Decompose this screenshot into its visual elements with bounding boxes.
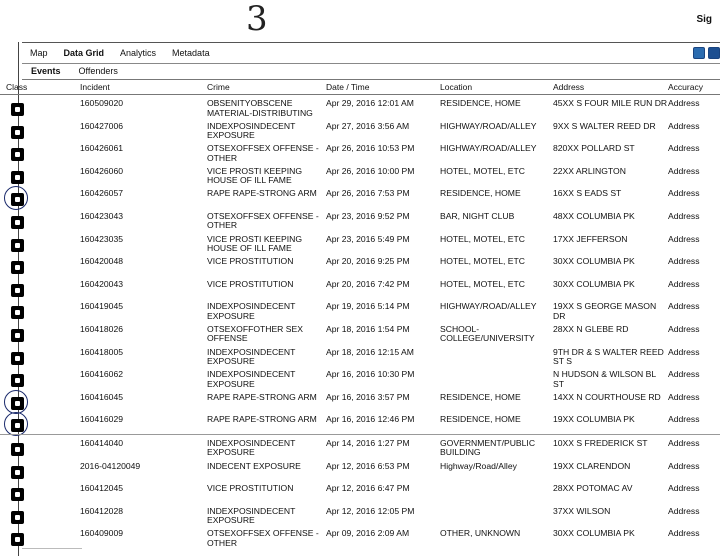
address-cell: 9XX S WALTER REED DR xyxy=(553,120,656,131)
address-cell: 820XX POLLARD ST xyxy=(553,143,635,154)
event-class-icon[interactable] xyxy=(11,103,24,116)
date-cell: Apr 16, 2016 3:57 PM xyxy=(326,391,410,402)
table-row[interactable] xyxy=(0,525,720,548)
incident-cell: 160420043 xyxy=(80,278,124,289)
table-row[interactable] xyxy=(0,231,720,254)
handwritten-circle-mark xyxy=(4,390,28,414)
accuracy-cell: Address xyxy=(668,301,700,312)
header-date-time[interactable]: Date / Time xyxy=(326,82,370,92)
event-class-icon[interactable] xyxy=(11,171,24,184)
crime-cell: OTSEXOFFOTHER SEX OFFENSE xyxy=(207,323,303,344)
crime-cell: VICE PROSTI KEEPING HOUSE OF ILL FAME xyxy=(207,165,303,186)
event-class-icon[interactable] xyxy=(11,261,24,274)
event-class-icon[interactable] xyxy=(11,284,24,297)
event-class-icon[interactable] xyxy=(11,533,24,546)
accuracy-cell: Address xyxy=(668,346,700,357)
address-cell: 22XX ARLINGTON xyxy=(553,165,626,176)
location-cell: HOTEL, MOTEL, ETC xyxy=(440,256,525,267)
event-class-icon-mark xyxy=(15,470,20,475)
incident-cell: 160412045 xyxy=(80,483,124,494)
table-row[interactable] xyxy=(0,276,720,299)
date-cell: Apr 16, 2016 12:46 PM xyxy=(326,414,415,425)
table-row[interactable] xyxy=(0,95,720,118)
tab-metadata[interactable]: Metadata xyxy=(172,48,210,58)
location-cell: HIGHWAY/ROAD/ALLEY xyxy=(440,120,537,131)
event-class-icon-mark xyxy=(15,356,20,361)
crime-cell: INDEXPOSINDECENT EXPOSURE xyxy=(207,346,296,367)
accuracy-cell: Address xyxy=(668,528,700,539)
address-cell: 19XX CLARENDON xyxy=(553,460,631,471)
accuracy-cell: Address xyxy=(668,188,700,199)
location-cell: SCHOOL-COLLEGE/UNIVERSITY xyxy=(440,323,535,344)
event-class-icon-mark xyxy=(15,152,20,157)
incident-cell: 160418026 xyxy=(80,323,124,334)
footer-divider xyxy=(22,548,82,549)
event-class-icon-mark xyxy=(15,310,20,315)
crime-cell: RAPE RAPE-STRONG ARM xyxy=(207,414,317,425)
event-class-icon-mark xyxy=(15,130,20,135)
incident-cell: 160423043 xyxy=(80,210,124,221)
incident-cell: 160409009 xyxy=(80,528,124,539)
event-class-icon[interactable] xyxy=(11,374,24,387)
crime-cell: INDECENT EXPOSURE xyxy=(207,460,301,471)
table-row[interactable] xyxy=(0,366,720,389)
event-class-icon[interactable] xyxy=(11,466,24,479)
event-class-icon[interactable] xyxy=(11,488,24,501)
address-cell: 17XX JEFFERSON xyxy=(553,233,628,244)
event-class-icon-mark xyxy=(15,378,20,383)
event-class-icon[interactable] xyxy=(11,306,24,319)
table-row[interactable] xyxy=(0,118,720,141)
crime-cell: RAPE RAPE-STRONG ARM xyxy=(207,391,317,402)
accuracy-cell: Address xyxy=(668,143,700,154)
table-row[interactable] xyxy=(0,434,720,458)
crime-cell: VICE PROSTITUTION xyxy=(207,483,294,494)
date-cell: Apr 18, 2016 1:54 PM xyxy=(326,323,410,334)
incident-cell: 160426061 xyxy=(80,143,124,154)
event-class-icon-mark xyxy=(15,492,20,497)
grid-header xyxy=(0,80,720,95)
tab-analytics[interactable]: Analytics xyxy=(120,48,157,58)
event-class-icon[interactable] xyxy=(11,126,24,139)
settings-icon[interactable] xyxy=(708,47,720,59)
address-cell: 28XX N GLEBE RD xyxy=(553,323,629,334)
accuracy-cell: Address xyxy=(668,505,700,516)
accuracy-cell: Address xyxy=(668,369,700,380)
incident-cell: 160423035 xyxy=(80,233,124,244)
location-cell: RESIDENCE, HOME xyxy=(440,414,521,425)
location-cell: RESIDENCE, HOME xyxy=(440,98,521,108)
table-row[interactable] xyxy=(0,344,720,367)
address-cell: 30XX COLUMBIA PK xyxy=(553,528,635,539)
handwritten-circle-mark xyxy=(4,412,28,436)
crime-cell: OTSEXOFFSEX OFFENSE - OTHER xyxy=(207,528,319,548)
address-cell: 45XX S FOUR MILE RUN DR xyxy=(553,98,668,108)
incident-cell: 160412028 xyxy=(80,505,124,516)
export-icon[interactable] xyxy=(693,47,705,59)
crime-cell: INDEXPOSINDECENT EXPOSURE xyxy=(207,505,296,526)
address-cell: N HUDSON & WILSON BL ST xyxy=(553,369,656,389)
incident-cell: 160426057 xyxy=(80,188,124,199)
date-cell: Apr 29, 2016 12:01 AM xyxy=(326,98,414,108)
date-cell: Apr 20, 2016 7:42 PM xyxy=(326,278,410,289)
accuracy-cell: Address xyxy=(668,165,700,176)
address-cell: 16XX S EADS ST xyxy=(553,188,622,199)
date-cell: Apr 27, 2016 3:56 AM xyxy=(326,120,410,131)
crime-cell: VICE PROSTITUTION xyxy=(207,256,294,267)
crime-cell: INDEXPOSINDECENT EXPOSURE xyxy=(207,437,296,458)
grid-body xyxy=(0,95,720,548)
event-class-icon[interactable] xyxy=(11,239,24,252)
header-crime[interactable]: Crime xyxy=(207,82,230,92)
accuracy-cell: Address xyxy=(668,120,700,131)
event-class-icon[interactable] xyxy=(11,511,24,524)
accuracy-cell: Address xyxy=(668,460,700,471)
location-cell: RESIDENCE, HOME xyxy=(440,188,521,199)
table-row[interactable] xyxy=(0,298,720,321)
crime-cell: RAPE RAPE-STRONG ARM xyxy=(207,188,317,199)
table-row[interactable] xyxy=(0,163,720,186)
incident-cell: 160420048 xyxy=(80,256,124,267)
incident-cell: 160414040 xyxy=(80,437,124,448)
date-cell: Apr 26, 2016 10:53 PM xyxy=(326,143,415,154)
date-cell: Apr 26, 2016 7:53 PM xyxy=(326,188,410,199)
accuracy-cell: Address xyxy=(668,414,700,425)
event-class-icon-mark xyxy=(15,288,20,293)
event-class-icon-mark xyxy=(15,515,20,520)
address-cell: 48XX COLUMBIA PK xyxy=(553,210,635,221)
accuracy-cell: Address xyxy=(668,278,700,289)
crime-cell: INDEXPOSINDECENT EXPOSURE xyxy=(207,301,296,321)
crime-cell: VICE PROSTI KEEPING HOUSE OF ILL FAME xyxy=(207,233,303,254)
event-class-icon[interactable] xyxy=(11,329,24,342)
date-cell: Apr 18, 2016 12:15 AM xyxy=(326,346,414,357)
crime-cell: INDEXPOSINDECENT EXPOSURE xyxy=(207,369,296,389)
date-cell: Apr 23, 2016 5:49 PM xyxy=(326,233,410,244)
incident-cell: 160416029 xyxy=(80,414,124,425)
incident-cell: 160427006 xyxy=(80,120,124,131)
address-cell: 14XX N COURTHOUSE RD xyxy=(553,391,661,402)
address-cell: 19XX S GEORGE MASON DR xyxy=(553,301,657,321)
location-cell: HOTEL, MOTEL, ETC xyxy=(440,165,525,176)
crime-cell: OTSEXOFFSEX OFFENSE - OTHER xyxy=(207,210,319,231)
corner-text: Sig xyxy=(696,14,712,25)
date-cell: Apr 26, 2016 10:00 PM xyxy=(326,165,415,176)
date-cell: Apr 12, 2016 12:05 PM xyxy=(326,505,415,516)
accuracy-cell: Address xyxy=(668,233,700,244)
location-cell: HIGHWAY/ROAD/ALLEY xyxy=(440,301,537,312)
location-cell: GOVERNMENT/PUBLIC BUILDING xyxy=(440,437,536,458)
incident-cell: 160509020 xyxy=(80,98,124,108)
address-cell: 28XX POTOMAC AV xyxy=(553,483,633,494)
address-cell: 37XX WILSON xyxy=(553,505,611,516)
event-class-icon[interactable] xyxy=(11,352,24,365)
accuracy-cell: Address xyxy=(668,483,700,494)
header-address[interactable]: Address xyxy=(553,82,585,92)
event-class-icon-mark xyxy=(15,447,20,452)
date-cell: Apr 09, 2016 2:09 AM xyxy=(326,528,410,539)
accuracy-cell: Address xyxy=(668,256,700,267)
accuracy-cell: Address xyxy=(668,323,700,334)
accuracy-cell: Address xyxy=(668,391,700,402)
crime-cell: OTSEXOFFSEX OFFENSE - OTHER xyxy=(207,143,319,163)
address-cell: 19XX COLUMBIA PK xyxy=(553,414,635,425)
table-row[interactable] xyxy=(0,253,720,276)
date-cell: Apr 20, 2016 9:25 PM xyxy=(326,256,410,267)
date-cell: Apr 23, 2016 9:52 PM xyxy=(326,210,410,221)
event-class-icon-mark xyxy=(15,220,20,225)
location-cell: HOTEL, MOTEL, ETC xyxy=(440,233,525,244)
handwritten-circle-mark xyxy=(4,186,28,210)
location-cell: RESIDENCE, HOME xyxy=(440,391,521,402)
date-cell: Apr 12, 2016 6:53 PM xyxy=(326,460,410,471)
toolbar-icons xyxy=(693,47,720,59)
table-row[interactable] xyxy=(0,321,720,344)
address-cell: 30XX COLUMBIA PK xyxy=(553,278,635,289)
tab-data-grid[interactable]: Data Grid xyxy=(63,48,105,58)
incident-cell: 160426060 xyxy=(80,165,124,176)
location-cell: HOTEL, MOTEL, ETC xyxy=(440,278,525,289)
date-cell: Apr 12, 2016 6:47 PM xyxy=(326,483,410,494)
accuracy-cell: Address xyxy=(668,437,700,448)
accuracy-cell: Address xyxy=(668,210,700,221)
event-class-icon-mark xyxy=(15,175,20,180)
table-row[interactable] xyxy=(0,389,720,412)
subtab-events[interactable]: Events xyxy=(31,66,61,76)
header-incident[interactable]: Incident xyxy=(80,82,110,92)
event-class-icon-mark xyxy=(15,107,20,112)
event-class-icon-mark xyxy=(15,537,20,542)
location-cell: Highway/Road/Alley xyxy=(440,460,517,471)
address-cell: 9TH DR & S WALTER REED ST S xyxy=(553,346,664,367)
header-class[interactable]: Class xyxy=(6,82,28,92)
subtab-offenders[interactable]: Offenders xyxy=(78,66,118,76)
date-cell: Apr 16, 2016 10:30 PM xyxy=(326,369,415,380)
incident-cell: 160419045 xyxy=(80,301,124,312)
crime-cell: INDEXPOSINDECENT EXPOSURE xyxy=(207,120,296,141)
incident-cell: 160416045 xyxy=(80,391,124,402)
table-row[interactable] xyxy=(0,480,720,503)
crime-cell: VICE PROSTITUTION xyxy=(207,278,294,289)
event-class-icon-mark xyxy=(15,333,20,338)
handwritten-page-number: 3 xyxy=(246,0,268,39)
address-cell: 10XX S FREDERICK ST xyxy=(553,437,648,448)
event-class-icon-mark xyxy=(15,265,20,270)
event-class-icon-mark xyxy=(15,243,20,248)
date-cell: Apr 14, 2016 1:27 PM xyxy=(326,437,410,448)
incident-cell: 160416062 xyxy=(80,369,124,380)
sub-tab-bar xyxy=(22,63,720,80)
location-cell: OTHER, UNKNOWN xyxy=(440,528,521,539)
event-class-icon[interactable] xyxy=(11,216,24,229)
table-row[interactable] xyxy=(0,208,720,231)
table-row[interactable] xyxy=(0,503,720,526)
accuracy-cell: Address xyxy=(668,98,700,108)
address-cell: 30XX COLUMBIA PK xyxy=(553,256,635,267)
date-cell: Apr 19, 2016 5:14 PM xyxy=(326,301,410,312)
table-row[interactable] xyxy=(0,185,720,208)
event-class-icon[interactable] xyxy=(11,443,24,456)
data-grid xyxy=(0,80,720,548)
event-class-icon[interactable] xyxy=(11,148,24,161)
header-accuracy[interactable]: Accuracy xyxy=(668,82,703,92)
tab-map[interactable]: Map xyxy=(30,48,48,58)
table-row[interactable] xyxy=(0,458,720,481)
header-location[interactable]: Location xyxy=(440,82,473,92)
table-row[interactable] xyxy=(0,411,720,434)
location-cell: HIGHWAY/ROAD/ALLEY xyxy=(440,143,537,154)
crime-cell: OBSENITYOBSCENE MATERIAL-DISTRIBUTING xyxy=(207,98,313,118)
incident-cell: 2016-04120049 xyxy=(80,460,141,471)
location-cell: BAR, NIGHT CLUB xyxy=(440,210,515,221)
table-row[interactable] xyxy=(0,140,720,163)
main-tab-bar xyxy=(22,42,720,64)
incident-cell: 160418005 xyxy=(80,346,124,357)
